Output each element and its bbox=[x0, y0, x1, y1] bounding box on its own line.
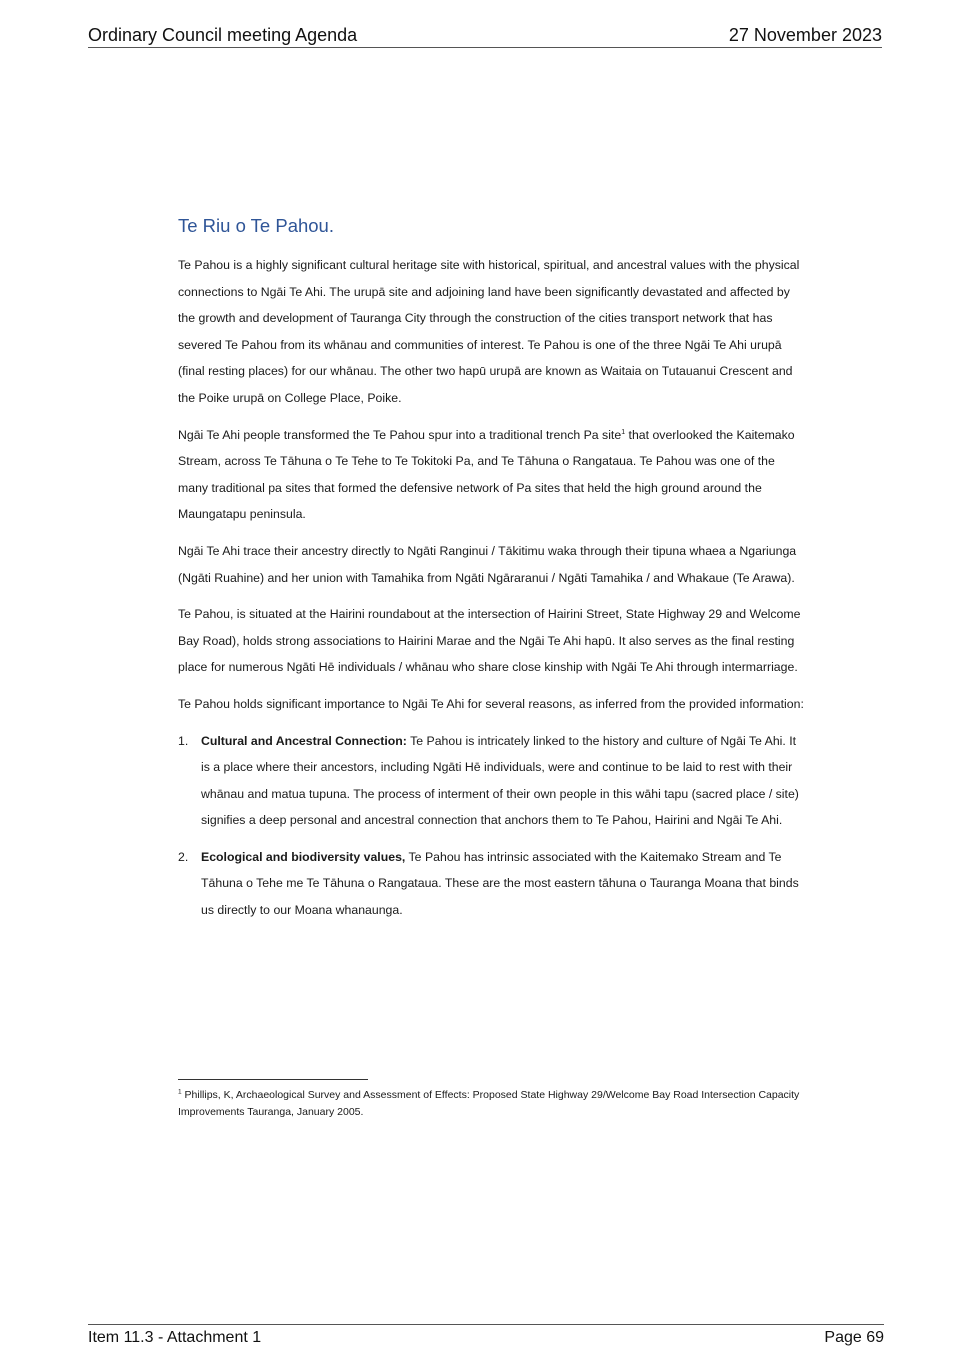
paragraph-2-start: Ngāi Te Ahi people transformed the Te Pahou spur into a traditional trench Pa site bbox=[178, 427, 622, 442]
paragraph-2 bbox=[178, 422, 806, 528]
list-item bbox=[178, 728, 806, 834]
page-header bbox=[88, 24, 882, 48]
section-title: Te Riu o Te Pahou. bbox=[178, 215, 334, 236]
paragraph-5: Te Pahou holds significant importance to Ngāi Te Ahi for several reasons, as inferred from the provided information: bbox=[178, 696, 804, 711]
footnote bbox=[178, 1087, 806, 1120]
footnote-separator bbox=[178, 1079, 368, 1080]
importance-list bbox=[178, 728, 806, 924]
list-item bbox=[178, 844, 806, 924]
list-item-text: Te Pahou is intricately linked to the history and culture of Ngāi Te Ahi. It is a place where their ancestors, including Ngāti Hē individuals, were and continue to be laid to rest with their whānau and matua tupuna. The process of interment of their own people in this wāhi tapu (sacred place / site) signifies a deep personal and ancestral connection that anchors them to Te Pahou, Hairini and Ngāi Te Ahi. bbox=[201, 733, 799, 828]
page-number: Page 69 bbox=[824, 1329, 884, 1346]
header-date: 27 November 2023 bbox=[728, 25, 882, 45]
list-item-heading: Ecological and biodiversity values, bbox=[201, 849, 406, 864]
list-item-number: 1. bbox=[178, 733, 189, 748]
footnote-reference[interactable]: 1 bbox=[621, 428, 626, 436]
paragraph-1: Te Pahou is a highly significant cultural heritage site with historical, spiritual, and ancestral values with the physical connections to Ngāi Te Ahi. The urupā site and adjoining land have been significantly devastated and affected by the growth and development of Tauranga City through the construction of the cities transport network that has severed Te Pahou from its whānau and communities of interest. Te Pahou is one of the three Ngāi Te Ahi urupā (final resting places) for our whānau. The other two hapū urupā are known as Waitaia on Tutauanui Crescent and the Poike urupā on College Place, Poike. bbox=[178, 258, 800, 405]
paragraph-3: Ngāi Te Ahi trace their ancestry directly to Ngāti Ranginui / Tākitimu waka through their tipuna whaea a Ngariunga (Ngāti Ruahine) and her union with Tamahika from Ngāti Ngāraranui / Ngāti Tamahika / and Whakaue (Te Arawa). bbox=[178, 543, 797, 585]
footer-item-label: Item 11.3 - Attachment 1 bbox=[88, 1329, 262, 1346]
list-item-text: Te Pahou has intrinsic associated with the Kaitemako Stream and Te Tāhuna o Tehe me Te Tāhuna o Rangataua. These are the most eastern tāhuna o Tauranga Moana that binds us directly to our Moana whanaunga. bbox=[201, 849, 799, 918]
header-title: Ordinary Council meeting Agenda bbox=[88, 25, 358, 45]
list-item-number: 2. bbox=[178, 849, 189, 864]
paragraph-4: Te Pahou, is situated at the Hairini roundabout at the intersection of Hairini Street, State Highway 29 and Welcome Bay Road), holds strong associations to Hairini Marae and the Ngāi Te Ahi hapū. It also serves as the final resting place for numerous Ngāti Hē individuals / whānau who share close kinship with Ngāi Te Ahi through intermarriage. bbox=[178, 607, 801, 675]
list-item-heading: Cultural and Ancestral Connection: bbox=[201, 733, 407, 748]
footnote-text: Phillips, K, Archaeological Survey and Assessment of Effects: Proposed State Highway 29/Welcome Bay Road Intersection Capacity Improvements Tauranga, January 2005. bbox=[178, 1089, 800, 1118]
footnote-number: 1 bbox=[178, 1088, 182, 1096]
document-body bbox=[178, 212, 806, 934]
page-footer bbox=[88, 1324, 884, 1348]
paragraph-2-end: that overlooked the Kaitemako Stream, across Te Tāhuna o Te Tehe to Te Tokitoki Pa, and Te Tāhuna o Rangataua. Te Pahou was one of the many traditional pa sites that formed the defensive network of Pa sites that held the high ground around the Maungatapu peninsula. bbox=[178, 427, 795, 522]
